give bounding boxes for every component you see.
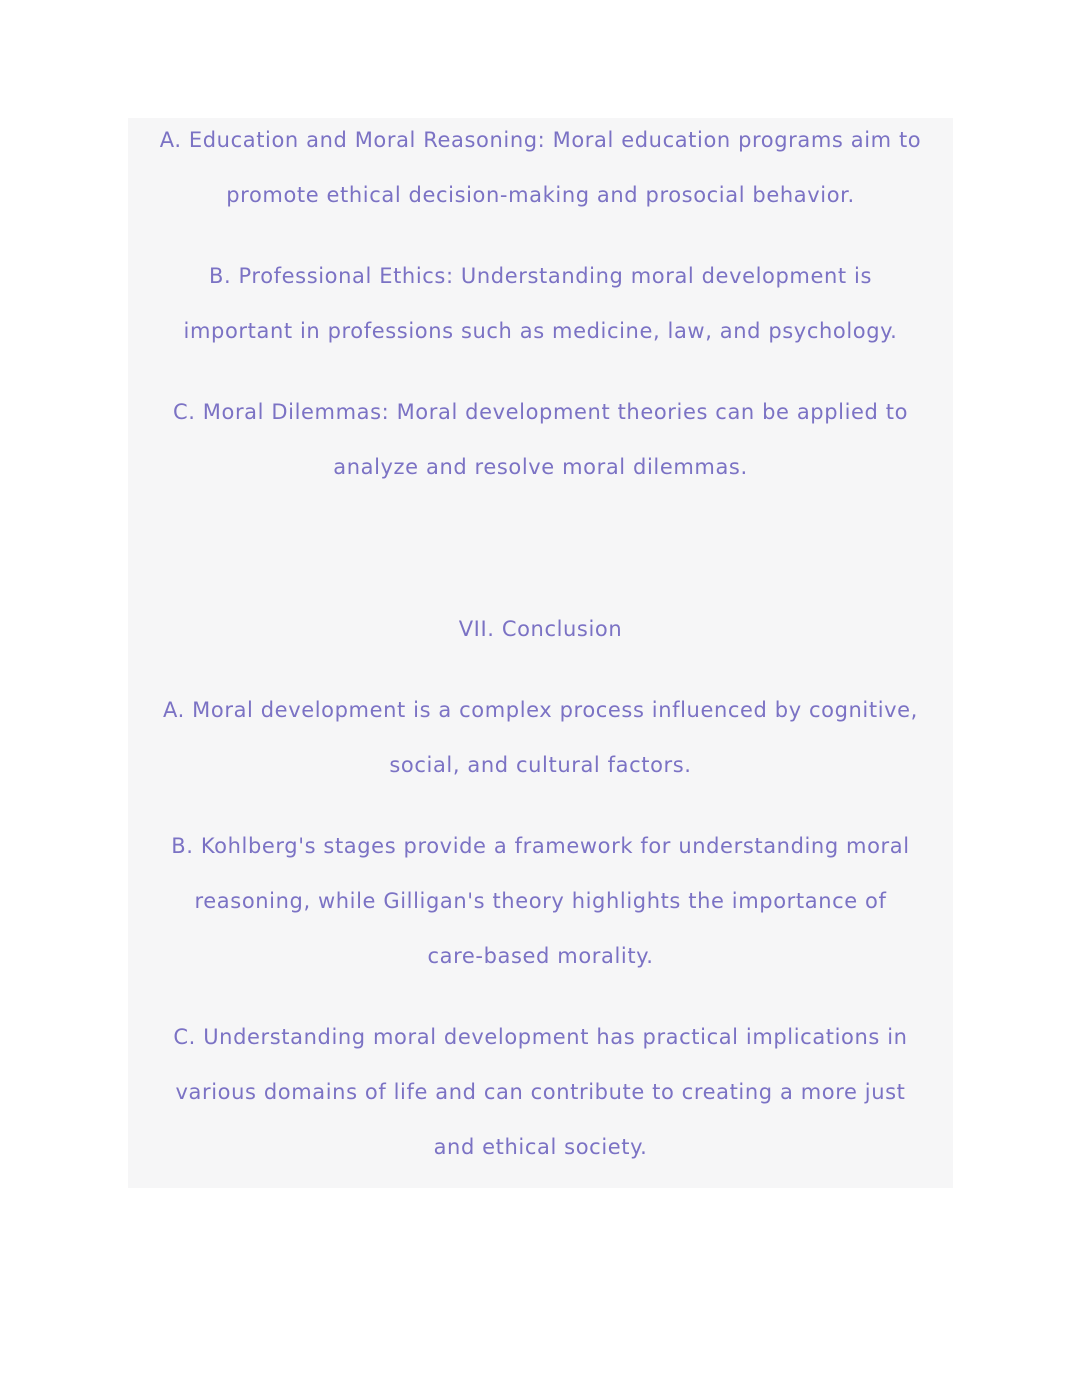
conclusion-c-line-1: C. Understanding moral development has practical implications in <box>173 1025 908 1049</box>
content-panel <box>128 118 953 1188</box>
application-a-line-1: A. Education and Moral Reasoning: Moral education programs aim to <box>159 128 922 152</box>
conclusion-c-line-3: and ethical society. <box>433 1135 648 1159</box>
application-b-line-2: important in professions such as medicine, law, and psychology. <box>183 319 898 343</box>
conclusion-b-line-3: care-based morality. <box>427 944 654 968</box>
application-c-line-1: C. Moral Dilemmas: Moral development theories can be applied to <box>172 400 909 424</box>
application-b-line-1: B. Professional Ethics: Understanding moral development is <box>208 264 872 288</box>
conclusion-a-line-1: A. Moral development is a complex process influenced by cognitive, <box>163 698 918 722</box>
application-a-line-2: promote ethical decision-making and prosocial behavior. <box>226 183 855 207</box>
conclusion-c-line-2: various domains of life and can contribute to creating a more just <box>175 1080 906 1104</box>
conclusion-b-line-1: B. Kohlberg's stages provide a framework for understanding moral <box>171 834 910 858</box>
application-c-line-2: analyze and resolve moral dilemmas. <box>333 455 748 479</box>
conclusion-heading: VII. Conclusion <box>458 617 623 641</box>
conclusion-b-line-2: reasoning, while Gilligan's theory highlights the importance of <box>194 889 887 913</box>
conclusion-a-line-2: social, and cultural factors. <box>389 753 692 777</box>
